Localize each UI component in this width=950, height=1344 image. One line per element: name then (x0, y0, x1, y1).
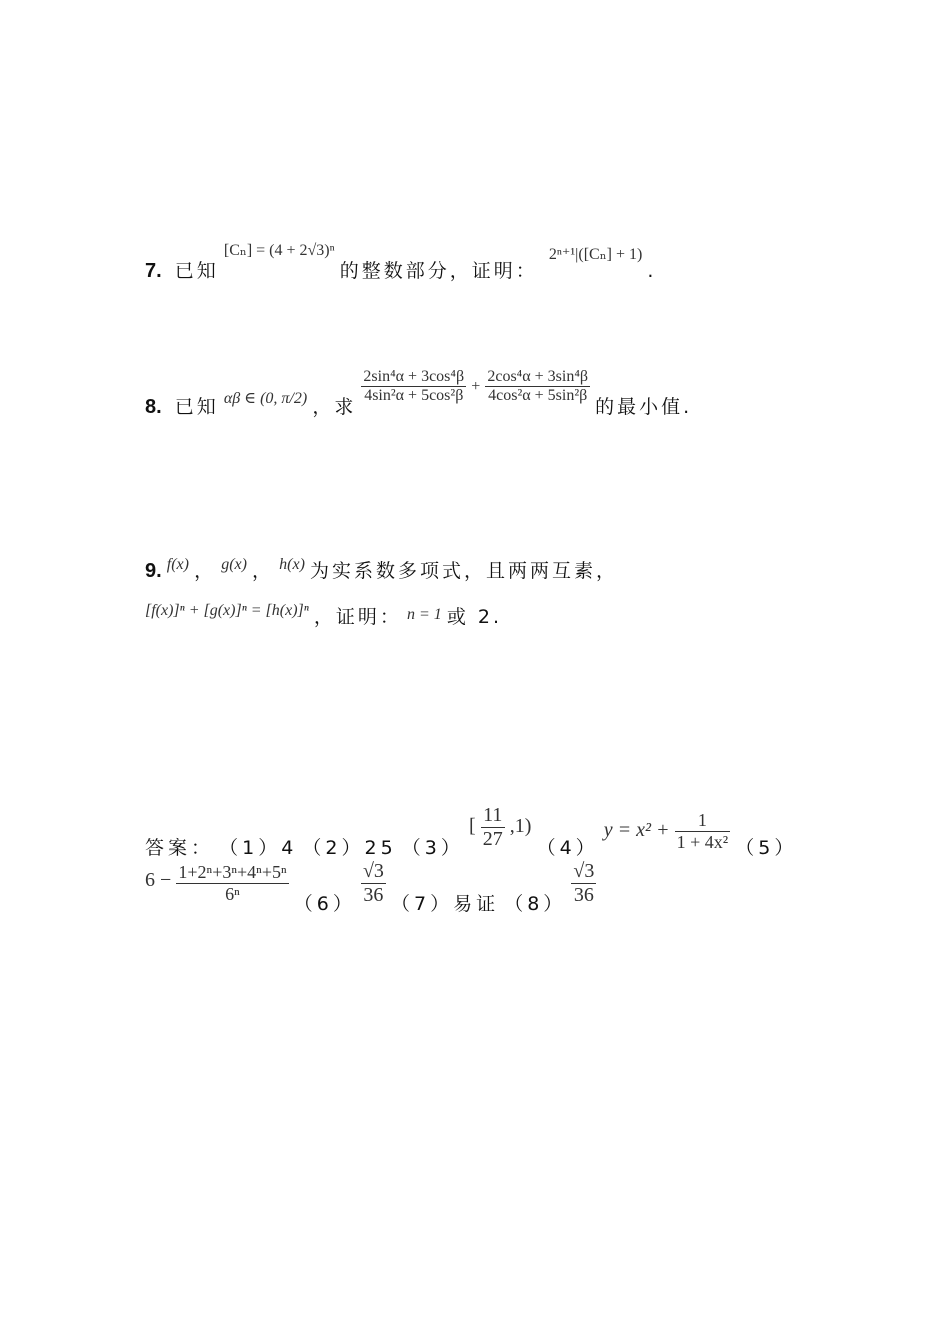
question-text: 的整数部分，证明： (339, 260, 538, 282)
fraction-denominator: 1 + 4x² (676, 832, 729, 852)
question-number: 9. (145, 560, 162, 582)
plus-sign: + (471, 378, 481, 395)
question-text: ，求 (312, 396, 357, 418)
fraction-denominator: 4sin²α + 5cos²β (364, 387, 464, 404)
answer-8: （8） (504, 893, 567, 915)
answer-4-fraction (675, 810, 731, 853)
question-7 (145, 232, 657, 282)
answer-6: （6） (293, 893, 356, 915)
formula-f: f(x) (166, 556, 189, 573)
question-text: 已知 (174, 260, 219, 282)
question-text: 或 2. (446, 606, 503, 628)
question-text: . (647, 260, 657, 282)
question-9-line-2 (145, 594, 503, 628)
answers (145, 790, 798, 859)
fraction-2 (485, 368, 590, 405)
fraction-denominator: 4cos²α + 5sin²β (488, 387, 588, 404)
formula-cn-definition: [Cₙ] = (4 + 2√3)ⁿ (223, 242, 335, 259)
answer-5-fraction (176, 862, 288, 905)
answer-8-fraction (571, 860, 596, 907)
fraction-numerator: 1+2ⁿ+3ⁿ+4ⁿ+5ⁿ (178, 862, 287, 882)
answer-4-lhs: y = x² + (603, 819, 670, 841)
formula-domain: αβ ∈ (0, π/2) (223, 390, 308, 407)
question-text: ，证明： (313, 606, 402, 628)
answer-5-lead: 6 − (145, 869, 172, 891)
formula-divisibility: 2ⁿ⁺¹|([Cₙ] + 1) (548, 246, 643, 263)
fraction-denominator: 6ⁿ (225, 884, 240, 904)
formula-equation: [f(x)]ⁿ + [g(x)]ⁿ = [h(x)]ⁿ (145, 602, 309, 619)
answer-1: （1）4 (219, 837, 298, 859)
formula-g: g(x) (221, 556, 247, 573)
fraction-denominator: 36 (573, 884, 594, 906)
answer-3: （3） (401, 837, 464, 859)
answer-5: （5） (735, 837, 798, 859)
answers-label: 答案： (145, 837, 215, 859)
answer-2: （2）25 (302, 837, 397, 859)
question-9 (145, 548, 619, 582)
fraction-denominator: 36 (363, 884, 384, 906)
answers-line-2 (145, 860, 596, 915)
fraction-1 (361, 368, 466, 405)
answer-7: （7）易证 (391, 893, 500, 915)
fraction-numerator: 2sin⁴α + 3cos⁴β (363, 368, 465, 385)
formula-h: h(x) (279, 556, 305, 573)
question-number: 8. (145, 396, 162, 418)
question-text: 为实系数多项式，且两两互素， (310, 560, 619, 582)
answer-6-fraction (361, 860, 386, 907)
formula-condition: n = 1 (407, 606, 442, 623)
fraction-denominator: 27 (482, 828, 503, 850)
question-text: 的最小值. (595, 396, 693, 418)
fraction-numerator: 1 (675, 810, 731, 832)
fraction-numerator: √3 (573, 860, 595, 882)
separator: ， (252, 560, 275, 582)
fraction-numerator: 11 (481, 804, 505, 828)
fraction-numerator: 2cos⁴α + 3sin⁴β (487, 368, 589, 385)
question-8 (145, 360, 693, 418)
answer-4: （4） (536, 837, 599, 859)
answer-3-fraction (481, 804, 505, 851)
question-number: 7. (145, 260, 162, 282)
answer-3-bracket: [ (468, 815, 476, 837)
question-text: 已知 (174, 396, 219, 418)
separator: ， (194, 560, 217, 582)
answer-3-tail: ,1) (509, 815, 532, 837)
fraction-numerator: √3 (362, 860, 384, 882)
